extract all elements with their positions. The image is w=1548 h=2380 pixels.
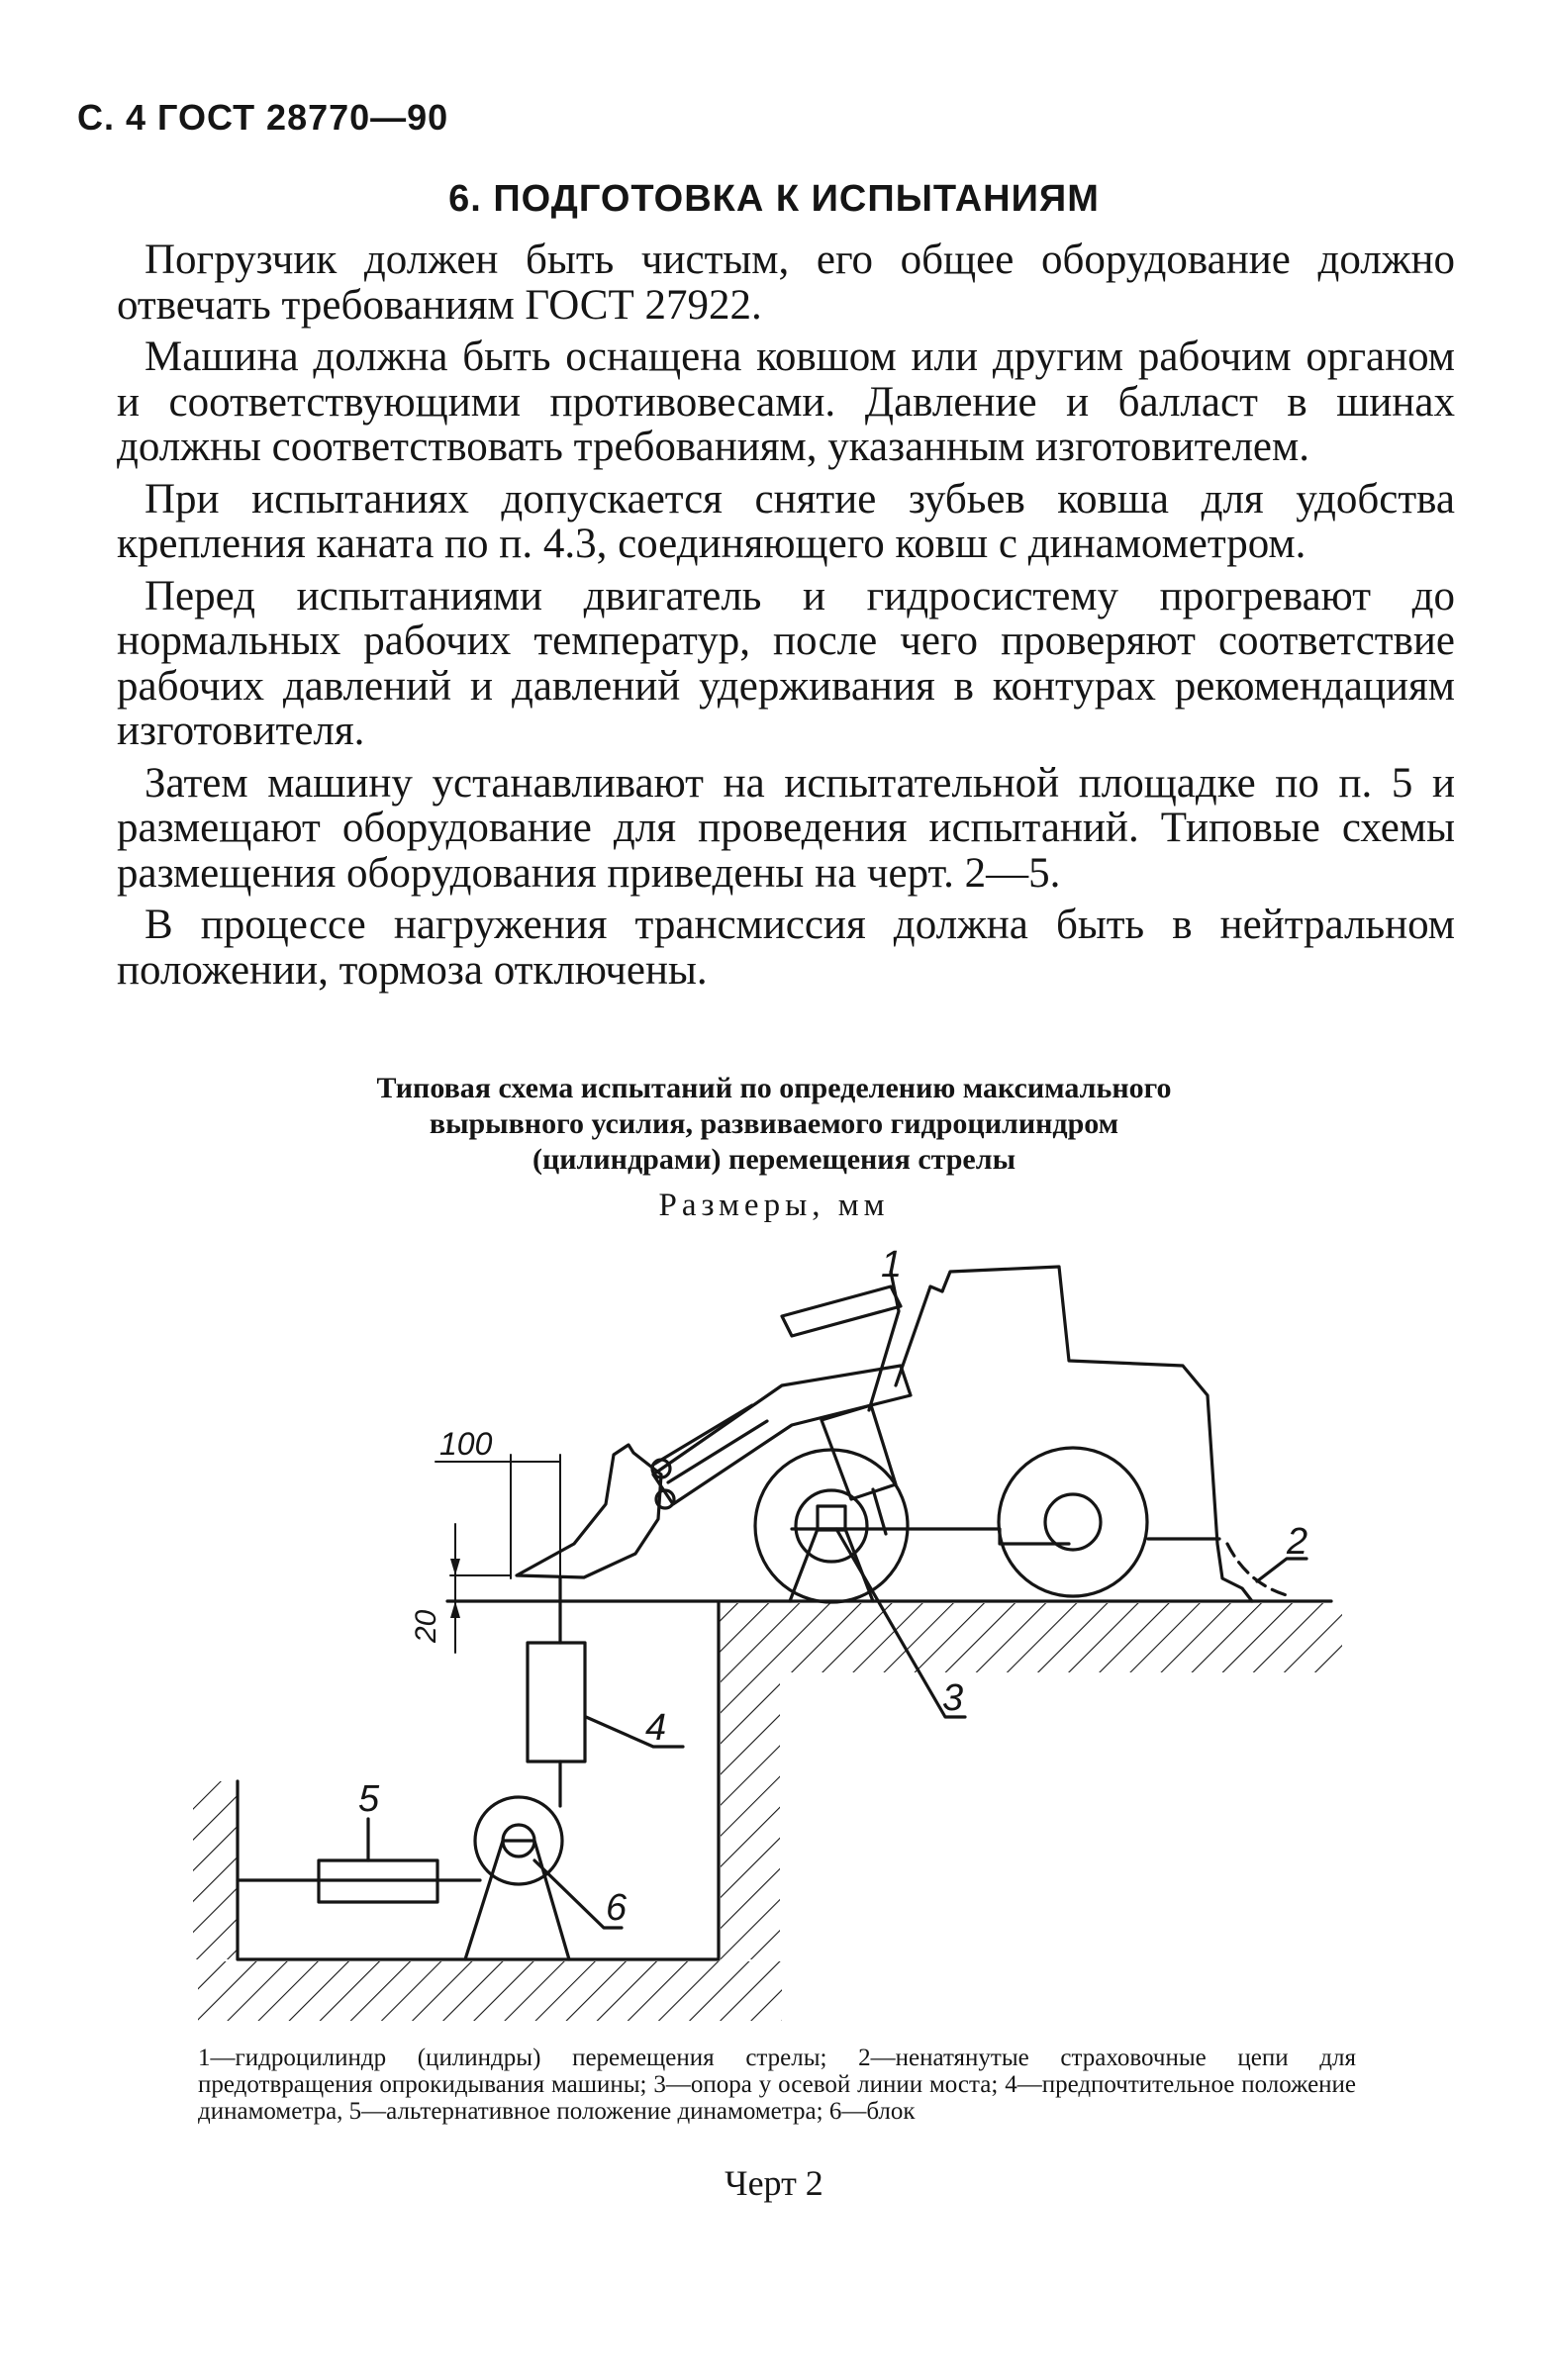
dim-arrow [450,1601,460,1618]
legend-item: 1—гидроцилиндр (цилиндры) перемещения стрелы; [198,2045,827,2071]
label-5: 5 [358,1778,380,1820]
ground-hatch [719,1603,1342,1672]
tilt-cylinder [653,1405,752,1465]
label-6: 6 [606,1887,628,1929]
section-title: 6. ПОДГОТОВКА К ИСПЫТАНИЯМ [448,178,1100,220]
pit-outline [238,1603,719,1959]
safety-chain [1227,1544,1287,1595]
dim-arrow [450,1559,460,1575]
label-3: 3 [942,1677,964,1719]
paragraph: Перед испытаниями двигатель и гидросистему прогревают до нормальных рабочих температур, после чего проверяют соответствие рабочих давлений и давлений удерживания в контурах рекомендациям изготовителя. [117,572,1455,754]
legend-item: 5—альтернативное положение динамометра; [348,2098,823,2125]
page-header: С. 4 ГОСТ 28770—90 [77,97,449,138]
figure-units: Размеры, мм [658,1188,890,1223]
dim-label-20: 20 [410,1609,442,1643]
paragraph: Погрузчик должен быть чистым, его общее оборудование должно отвечать требованиям ГОСТ 27922. [117,237,1455,329]
axle-support-block [818,1506,845,1530]
pit-bottom-hatch [198,1961,782,2021]
figure-title-line: (цилиндрами) перемещения стрелы [532,1143,1016,1176]
figure-title-line: Типовая схема испытаний по определению максимального [376,1072,1172,1104]
pulley-stand [465,1841,569,1959]
figure-legend [198,2045,1356,2125]
boom-cylinder-rod [873,1489,886,1534]
dim-label-100: 100 [439,1426,493,1462]
figure-title-line: вырывного усилия, развиваемого гидроцилиндром [429,1107,1119,1140]
boom-cylinder [822,1405,896,1499]
paragraph: Машина должна быть оснащена ковшом или другим рабочим органом и соответствующими противовесами. Давление и балласт в шинах должны соответствовать требованиям, указанным изготовителем. [117,333,1455,470]
legend-item: 6—блок [828,2098,916,2125]
dynamometer-preferred [528,1643,585,1761]
rear-wheel-hub [1045,1494,1101,1550]
bucket [517,1445,661,1577]
pit-wall-hatch [721,1672,780,1959]
paragraph: В процессе нагружения трансмиссия должна быть в нейтральном положении, тормоза отключены. [117,902,1455,994]
legend-item: 3—опора у осевой линии моста; [653,2071,999,2098]
label-4: 4 [645,1707,667,1749]
pit-left-hatch [193,1781,237,1959]
loader-chassis [792,1529,1219,1544]
label-2: 2 [1287,1521,1308,1563]
paragraph: При испытаниях допускается снятие зубьев ковша для удобства крепления каната по п. 4.3, соединяющего ковш с динамометром. [117,475,1455,567]
legend-item: 4—предпочтительное положение динамометра, [198,2071,1357,2125]
front-wheel-hub [796,1490,867,1562]
legend-item: 2—ненатянутые страховочные цепи для предотвращения опрокидывания машины; [198,2045,1356,2098]
paragraph: Затем машину устанавливают на испытательной площадке по п. 5 и размещают оборудование для проведения испытаний. Типовые схемы размещения оборудования приведены на черт. 2—5. [117,759,1455,897]
boom-arm [653,1366,911,1504]
rear-wheel [999,1448,1147,1596]
figure-caption: Черт 2 [725,2163,823,2203]
boom-upper-link [782,1286,901,1336]
loader-cab [942,1267,1252,1601]
axle-support-stand [790,1529,873,1601]
label-1: 1 [881,1244,903,1285]
leader-4 [586,1717,683,1747]
